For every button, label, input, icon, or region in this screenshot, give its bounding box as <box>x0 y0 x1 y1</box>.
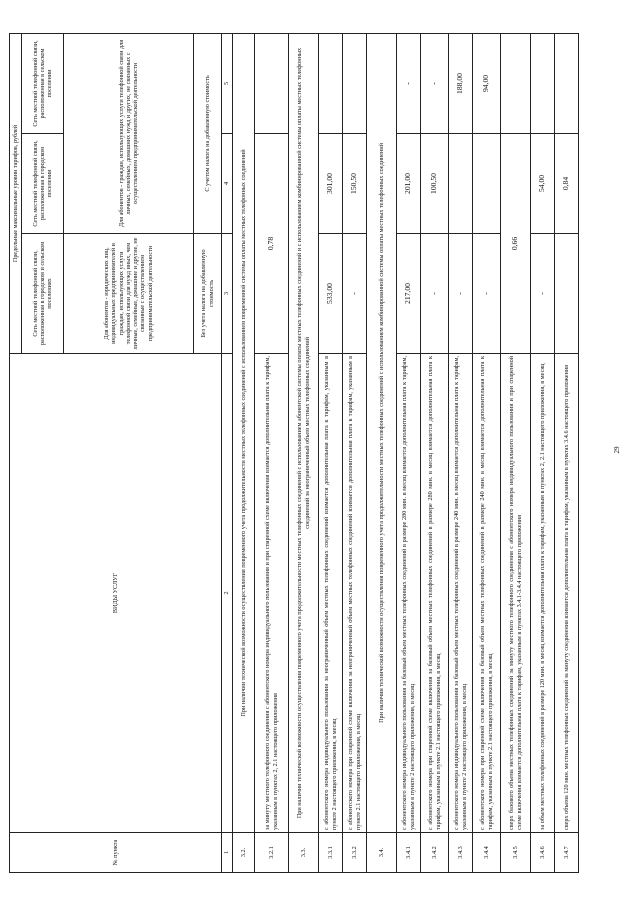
tariff-value <box>555 234 579 354</box>
service-description: за объем местных телефонных соединений в размере 120 мин. в месяц взимается дополнительная плата к тарифам, указанным в пунктах 2, 2.1 настоящего приложения, в месяц <box>531 354 555 833</box>
header-urban-rural-network: Сеть местной телефонной связи, расположенная в городском и сельском поселениях <box>22 234 64 354</box>
column-index: 3 <box>222 234 233 354</box>
table-row <box>255 34 289 873</box>
table-row <box>449 34 473 873</box>
table-row <box>501 34 531 873</box>
tariff-value: 533,00 <box>319 234 343 354</box>
row-number: 3.3. <box>289 833 319 873</box>
row-number: 3.4.6 <box>531 833 555 873</box>
header-services: ВИДЫ УСЛУГ <box>10 354 222 833</box>
tariff-value: 301,00 <box>319 134 343 234</box>
table-row <box>367 34 397 873</box>
tariff-value: - <box>531 234 555 354</box>
tariff-value: 201,00 <box>397 134 421 234</box>
row-number: 3.4.3 <box>449 833 473 873</box>
row-number: 3.2.1 <box>255 833 289 873</box>
tariff-value: - <box>421 234 449 354</box>
tariff-value: - <box>473 234 501 354</box>
tariff-value <box>555 34 579 134</box>
service-description: с абонентского номера индивидуального пользования за базовый объем местных телефонных соединений в размере 240 мин. в месяц взимается дополнительная плата к тарифам, указанным в пункте 2 настоящего приложения, в месяц <box>449 354 473 833</box>
column-index: 2 <box>222 354 233 833</box>
tariff-value: 0,66 <box>501 134 531 354</box>
tariff-value: 54,00 <box>531 134 555 234</box>
table-row <box>421 34 449 873</box>
table-row <box>289 34 319 873</box>
tariff-value: 100,50 <box>421 134 449 234</box>
tariff-value: - <box>449 234 473 354</box>
header-urban-network: Сеть местной телефонной связи, расположенная в городском поселении <box>22 134 64 234</box>
header-business-subscribers: Для абонентов - юридических лиц, индивидуальных предпринимателей и граждан, использующих услуги телефонной связи для нужд иных, чем личные, семейные, домашние и другие, не связанные с осуществлением предпринимательской деятельности <box>64 234 194 354</box>
tariff-value <box>319 34 343 134</box>
table-row <box>319 34 343 873</box>
service-description: сверх базового объема местных телефонных соединений за минуту местного телефонного соединения с абонентского номера индивидуального пользования и при спаренной схеме включения взимается дополнительная плата к тарифам, указанным в пунктах 3.4.1-3.4.4 настоящего приложения <box>501 354 531 833</box>
tariff-value: 217,00 <box>397 234 421 354</box>
tariff-value: - <box>343 234 367 354</box>
header-rural-network: Сеть местной телефонной связи, расположенная в сельском поселении <box>22 34 64 134</box>
section-heading: При наличии технической возможности осуществления повременного учета продолжительности местных телефонных соединений с использованием повременной системы оплаты местных телефонных соединений <box>233 34 255 833</box>
tariff-value <box>501 34 531 134</box>
row-number: 3.3.2 <box>343 833 367 873</box>
section-heading: При наличии технической возможности осуществления повременного учета продолжительности местных телефонных соединений с использованием абонентской системы оплаты местных телефонных соединений и с использованием комбинированной системы оплаты местных телефонных соединений за неограниченный объем местных телефонных соединений <box>289 34 319 833</box>
row-number: 3.4. <box>367 833 397 873</box>
row-number: 3.4.7 <box>555 833 579 873</box>
table-row <box>555 34 579 873</box>
tariff-value <box>449 134 473 234</box>
header-number: № пункта <box>10 833 222 873</box>
service-description: с абонентского номера при спаренной схеме включения за неограниченный объем местных телефонных соединений взимается дополнительная плата к тарифам, указанным в пункте 2.1 настоящего приложения, в месяц <box>343 354 367 833</box>
tariff-value: - <box>397 34 421 134</box>
row-number: 3.4.2 <box>421 833 449 873</box>
tariff-value <box>343 34 367 134</box>
service-description: с абонентского номера индивидуального пользования за базовый объем местных телефонных соединений в размере 280 мин. в месяц взимается дополнительная плата к тарифам, указанным в пункте 2 настоящего приложения, в месяц <box>397 354 421 833</box>
row-number: 3.4.1 <box>397 833 421 873</box>
service-description: сверх объема 120 мин. местных телефонных соединений за минуту соединения взимается дополнительная плата к тарифам, указанным в пунктах 3.4.6 настоящего приложения <box>555 354 579 833</box>
section-heading: При наличии технической возможности осуществления повременного учета продолжительности местных телефонных соединений с использованием комбинированной системы оплаты местных телефонных соединений <box>367 34 397 833</box>
column-index: 1 <box>222 833 233 873</box>
tariff-value: 150,50 <box>343 134 367 234</box>
tariff-value <box>255 34 289 134</box>
service-description: с абонентского номера индивидуального пользования за неограниченный объем местных телефонных соединений взимается дополнительная плата к тарифам, указанным в пункте 2 настоящего приложения, в месяц <box>319 354 343 833</box>
tariff-value: 188,00 <box>449 34 473 134</box>
page-number: 29 <box>613 446 621 454</box>
tariff-value: - <box>421 34 449 134</box>
tariff-value <box>473 134 501 234</box>
row-number: 3.2. <box>233 833 255 873</box>
column-index: 5 <box>222 34 233 134</box>
tariff-value: 0,78 <box>255 134 289 354</box>
table-row <box>531 34 555 873</box>
table-row <box>343 34 367 873</box>
row-number: 3.4.5 <box>501 833 531 873</box>
table-row <box>233 34 255 873</box>
table-row <box>397 34 421 873</box>
tariff-value: 94,00 <box>473 34 501 134</box>
row-number: 3.3.1 <box>319 833 343 873</box>
header-without-vat: Без учета налога на добавленную стоимость <box>194 234 222 354</box>
table-row <box>473 34 501 873</box>
service-description: с абонентского номера при спаренной схеме включения за базовый объем местных телефонных соединений в размере 240 мин. в месяц взимается дополнительная плата к тарифам, указанным в пункте 2.1 настоящего приложения, в месяц <box>473 354 501 833</box>
service-description: с абонентского номера при спаренной схеме включения за базовый объем местных телефонных соединений в размере 280 мин. в месяц взимается дополнительная плата к тарифам, указанным в пункте 2.1 настоящего приложения, в месяц <box>421 354 449 833</box>
tariff-value <box>531 34 555 134</box>
header-tariffs: Предельные максимальные уровни тарифов, рублей <box>10 34 22 354</box>
header-household-subscribers: Для абонентов - граждан, использующих услуги телефонной связи для личных, семейных, домашних нужд и других, не связанных с осуществлением предпринимательской деятельности <box>64 34 194 234</box>
row-number: 3.4.4 <box>473 833 501 873</box>
tariff-table <box>9 33 579 873</box>
tariff-value: 0,84 <box>555 134 579 234</box>
column-index: 4 <box>222 134 233 234</box>
service-description: за минуту местного телефонного соединения с абонентского номера индивидуального пользования и при спаренной схеме включения взимается дополнительная плата к тарифам, указанным в пунктах 2, 2.1 настоящего приложения <box>255 354 289 833</box>
header-with-vat: С учетом налога на добавленную стоимость <box>194 34 222 234</box>
